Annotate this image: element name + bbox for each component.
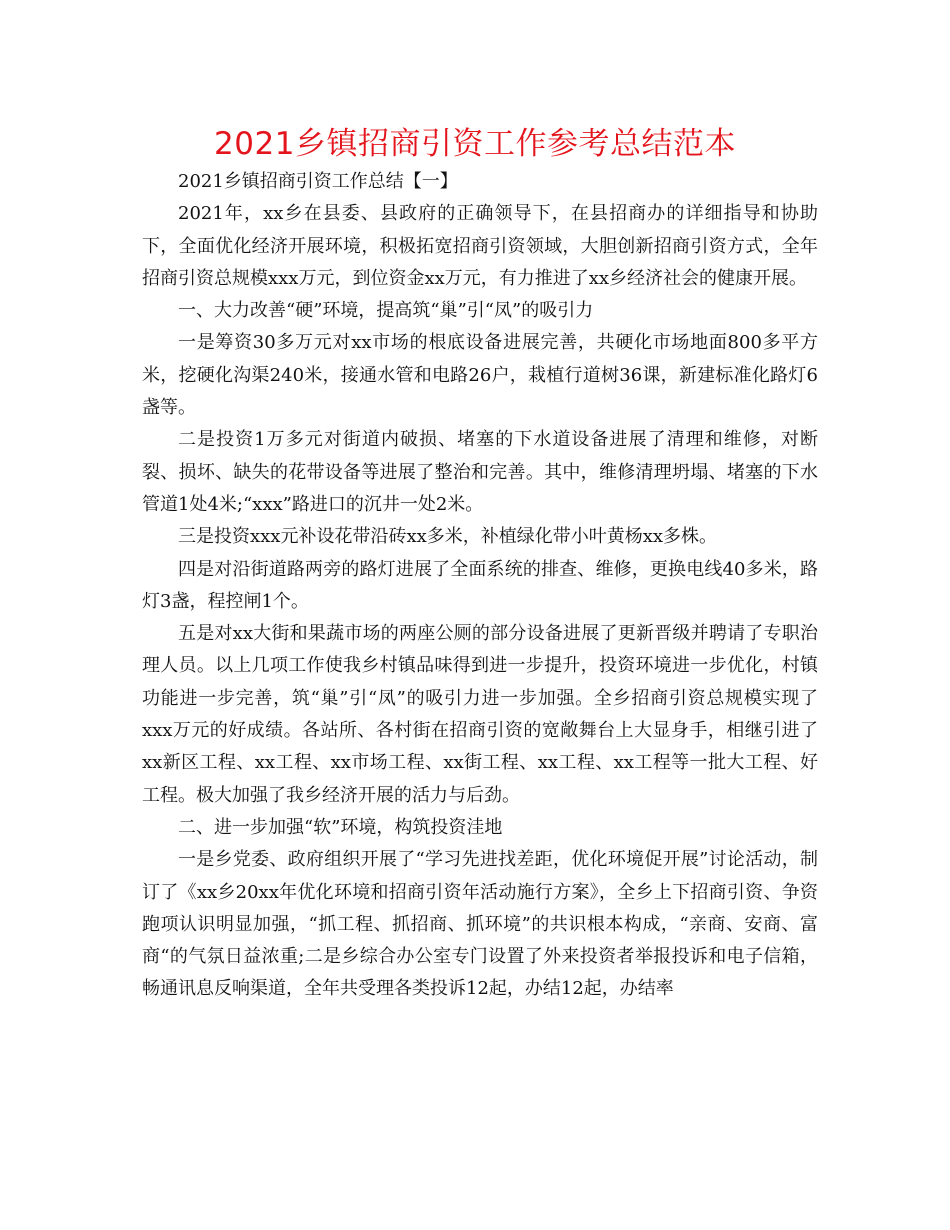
- section-heading-hard-environment: 一、大力改善“硬”环境，提高筑“巢”引“凤”的吸引力: [178, 300, 594, 322]
- paragraph-item-3: 三是投资xxx元补设花带沿砖xx多米，补植绿化带小叶黄杨xx多株。: [178, 526, 718, 548]
- paragraph-item-5: 五是对xx大街和果蔬市场的两座公厕的部分设备进展了更新晋级并聘请了专职治理人员。以上几项工作使我乡村镇品味得到进一步提升，投资环境进一步优化，村镇功能进一步完善，筑“巢”引“凤”的吸引力进一步加强。全乡招商引资总规模实现了xxx万元的好成绩。各站所、各村街在招商引资的宽敞舞台上大显身手，相继引进了xx新区工程、xx工程、xx市场工程、xx街工程、xx工程、xx工程等一批大工程、好工程。极大加强了我乡经济开展的活力与后劲。: [142, 623, 818, 806]
- paragraph-intro: 2021年，xx乡在县委、县政府的正确领导下，在县招商办的详细指导和协助下，全面优化经济开展环境，积极拓宽招商引资领域，大胆创新招商引资方式，全年招商引资总规模xxx万元，到位资金xx万元，有力推进了xx乡经济社会的健康开展。: [142, 203, 818, 289]
- section-heading-summary-1: 2021乡镇招商引资工作总结【一】: [178, 171, 458, 192]
- paragraph-item-1: 一是筹资30多万元对xx市场的根底设备进展完善，共硬化市场地面800多平方米，挖硬化沟渠240米，接通水管和电路26户，栽植行道树36课，新建标准化路灯6盏等。: [142, 332, 818, 419]
- document-body: [142, 166, 818, 1006]
- section-heading-soft-environment: 二、进一步加强“软”环境，构筑投资洼地: [178, 816, 503, 838]
- document-title: 2021乡镇招商引资工作参考总结范本: [214, 126, 736, 162]
- paragraph-item-2: 二是投资1万多元对街道内破损、堵塞的下水道设备进展了清理和维修，对断裂、损坏、缺失的花带设备等进展了整治和完善。其中，维修清理坍塌、堵塞的下水管道1处4米;“xxx”路进口的沉井一处2米。: [142, 429, 818, 515]
- paragraph-item-4: 四是对沿街道路两旁的路灯进展了全面系统的排查、维修，更换电线40多米，路灯3盏，程控闸1个。: [142, 558, 818, 612]
- paragraph-soft-item-1: 一是乡党委、政府组织开展了“学习先进找差距，优化环境促开展”讨论活动，制订了《xx乡20xx年优化环境和招商引资年活动施行方案》，全乡上下招商引资、争资跑项认识明显加强，“抓工程、抓招商、抓环境”的共识根本构成，“亲商、安商、富商“的气氛日益浓重;二是乡综合办公室专门设置了外来投资者举报投诉和电子信箱，畅通讯息反响渠道，全年共受理各类投诉12起，办结12起，办结率: [142, 849, 818, 1000]
